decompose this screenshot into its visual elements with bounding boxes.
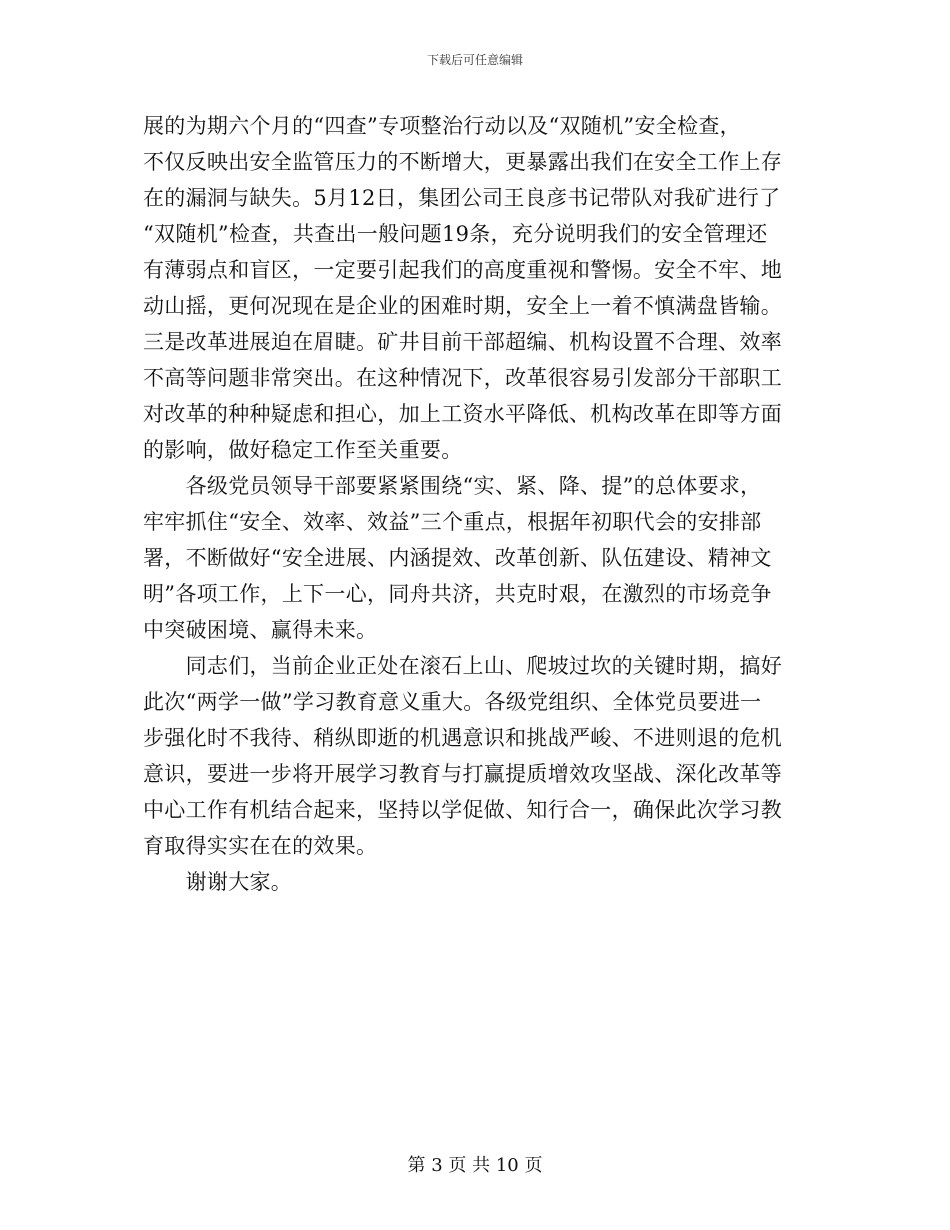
- text-line: 牢牢抓住“安全、效率、效益”三个重点，根据年初职代会的安排部: [143, 510, 762, 534]
- text-line: 动山摇，更何况现在是企业的困难时期，安全上一着不慎满盘皆输。: [143, 294, 782, 318]
- text-line: 展的为期六个月的“四查”专项整治行动以及“双随机”安全检查，: [143, 114, 741, 138]
- text-line: “双随机”检查，共查出一般问题19条，充分说明我们的安全管理还: [143, 222, 768, 246]
- text-line: 此次“两学一做”学习教育意义重大。各级党组织、全体党员要进一: [143, 690, 762, 714]
- text-line: 谢谢大家。: [143, 870, 293, 894]
- page-footer: 第 3 页 共 10 页: [407, 1155, 543, 1176]
- text-line: 中突破困境、赢得未来。: [143, 618, 378, 642]
- text-line: 不仅反映出安全监管压力的不断增大，更暴露出我们在安全工作上存: [143, 150, 782, 174]
- text-line: 同志们，当前企业正处在滚石上山、爬坡过坎的关键时期，搞好: [143, 654, 782, 678]
- text-line: 对改革的种种疑虑和担心，加上工资水平降低、机构改革在即等方面: [143, 402, 782, 426]
- text-line: 在的漏洞与缺失。5月12日，集团公司王良彦书记带队对我矿进行了: [143, 186, 781, 210]
- text-line: 意识，要进一步将开展学习教育与打赢提质增效攻坚战、深化改革等: [143, 762, 782, 786]
- page-header: 下载后可任意编辑: [426, 53, 523, 67]
- document-body: [143, 108, 807, 900]
- text-line: 步强化时不我待、稍纵即逝的机遇意识和挑战严峻、不进则退的危机: [143, 726, 782, 750]
- text-line: 明”各项工作，上下一心，同舟共济，共克时艰，在激烈的市场竞争: [143, 582, 772, 606]
- text-line: 中心工作有机结合起来，坚持以学促做、知行合一，确保此次学习教: [143, 798, 782, 822]
- text-line: 三是改革进展迫在眉睫。矿井目前干部超编、机构设置不合理、效率: [143, 330, 782, 354]
- text-line: 署，不断做好“安全进展、内涵提效、改革创新、队伍建设、精神文: [143, 546, 772, 570]
- text-line: 有薄弱点和盲区，一定要引起我们的高度重视和警惕。安全不牢、地: [143, 258, 782, 282]
- text-line: 各级党员领导干部要紧紧围绕“实、紧、降、提”的总体要求，: [143, 474, 762, 498]
- text-line: 不高等问题非常突出。在这种情况下，改革很容易引发部分干部职工: [143, 366, 782, 390]
- text-line: 育取得实实在在的效果。: [143, 834, 378, 858]
- text-line: 的影响，做好稳定工作至关重要。: [143, 438, 463, 462]
